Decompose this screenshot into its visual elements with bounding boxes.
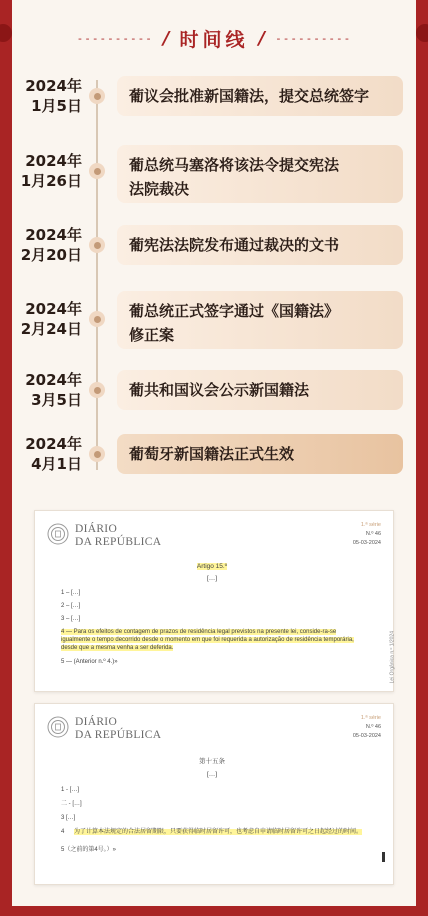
- event-date: [18, 370, 82, 410]
- issue-meta: [353, 714, 381, 741]
- event-description: [117, 76, 403, 116]
- section-header: [0, 24, 428, 52]
- event-day: 1月5日: [31, 97, 82, 115]
- event-day: 2月24日: [20, 320, 82, 338]
- clause-4: 4 — Para os efeitos de contagem de prazos de residência legal previstos na presente lei, conside-ra-se igualmente o tempo decorrido desde o momento em que foi requerida a autorização de residência temporária, desde que a mesma venha a ser deferida.: [61, 629, 354, 651]
- masthead-line-2: DA REPÚBLICA: [75, 536, 162, 548]
- republic-seal-icon: [47, 716, 69, 738]
- masthead-line-2: DA REPÚBLICA: [75, 729, 162, 741]
- event-date: [18, 225, 82, 265]
- header-right-dashes: ----------: [275, 31, 352, 45]
- masthead-line-1: DIÁRIO: [75, 523, 118, 535]
- event-year: 2024年: [25, 371, 82, 389]
- masthead: [75, 523, 161, 549]
- event-day: 4月1日: [31, 455, 82, 473]
- clause-4-text: 为了计算本法规定的合法居留期限，只要获得临时居留许可，也考虑自申请临时居留许可之日起经过的时间。: [74, 829, 363, 835]
- event-text-line: 葡宪法法院发布通过裁决的文书: [129, 236, 340, 254]
- event-text-line: 葡总统正式签字通过《国籍法》: [129, 302, 340, 320]
- article-ellipsis: […]: [206, 771, 218, 778]
- event-date: [18, 151, 82, 191]
- timeline-dot-icon: [89, 311, 105, 327]
- document-body: [61, 563, 363, 666]
- clause-4-number: 4: [61, 829, 65, 835]
- masthead: [75, 716, 161, 742]
- event-year: 2024年: [25, 226, 82, 244]
- clause-4: [61, 828, 363, 836]
- right-frame-border: [416, 0, 428, 916]
- clause-3: 3 […]: [61, 815, 76, 821]
- header-slash-left: /: [162, 27, 170, 49]
- event-text-line: 法院裁决: [129, 180, 190, 198]
- event-description: [117, 225, 403, 265]
- issue-number: N.º 46: [365, 724, 381, 730]
- header-left-dashes: ----------: [76, 31, 153, 45]
- issue-date: 05-03-2024: [352, 733, 381, 739]
- event-description: [117, 370, 403, 410]
- article-title: Artigo 15.º: [196, 563, 228, 570]
- event-description: [117, 291, 403, 349]
- bottom-frame-border: [0, 906, 428, 916]
- event-text-line: 葡总统马塞洛将该法令提交宪法: [129, 156, 340, 174]
- diario-document-chinese: [34, 703, 394, 885]
- event-description: [117, 434, 403, 474]
- issue-number: N.º 46: [365, 531, 381, 537]
- event-date: [18, 299, 82, 339]
- side-reference: Lei Orgânica n.º 1/2024: [389, 631, 395, 684]
- clause-2: 2 – […]: [61, 603, 81, 609]
- issue-date: 05-03-2024: [352, 540, 381, 546]
- issue-meta: [353, 521, 381, 548]
- article-title: 第十五条: [199, 758, 225, 765]
- timeline-dot-icon: [89, 382, 105, 398]
- header-slash-right: /: [258, 27, 266, 49]
- timeline-dot-icon: [89, 88, 105, 104]
- left-frame-border: [0, 0, 12, 916]
- timeline-dot-icon: [89, 237, 105, 253]
- event-text-line: 修正案: [129, 326, 175, 344]
- document-body: [61, 758, 363, 854]
- event-text-line: 葡萄牙新国籍法正式生效: [129, 445, 295, 463]
- issue-series: 1.ª série: [360, 522, 381, 528]
- event-date: [18, 434, 82, 474]
- event-description: [117, 145, 403, 203]
- clause-1: 1 – […]: [61, 590, 81, 596]
- clause-2: 二 - […]: [61, 801, 82, 807]
- event-date: [18, 76, 82, 116]
- event-day: 3月5日: [31, 391, 82, 409]
- masthead-line-1: DIÁRIO: [75, 716, 118, 728]
- article-ellipsis: […]: [206, 575, 218, 582]
- side-marker: [382, 852, 385, 862]
- republic-seal-icon: [47, 523, 69, 545]
- clause-1: 1 - […]: [61, 787, 80, 793]
- event-day: 1月26日: [20, 172, 82, 190]
- event-year: 2024年: [25, 152, 82, 170]
- page-title: 时间线: [179, 28, 249, 51]
- timeline-dot-icon: [89, 163, 105, 179]
- timeline-dot-icon: [89, 446, 105, 462]
- issue-series: 1.ª série: [360, 715, 381, 721]
- clause-5: 5 — (Anterior n.º 4.)»: [61, 659, 118, 665]
- diario-document-portuguese: [34, 510, 394, 692]
- event-year: 2024年: [25, 77, 82, 95]
- timeline-axis: [96, 80, 98, 470]
- clause-5: 5（之前的第4号。）»: [61, 847, 117, 853]
- event-day: 2月20日: [20, 246, 82, 264]
- event-text-line: 葡共和国议会公示新国籍法: [129, 381, 310, 399]
- event-year: 2024年: [25, 435, 82, 453]
- clause-3: 3 – […]: [61, 616, 81, 622]
- event-text-line: 葡议会批准新国籍法，提交总统签字: [129, 87, 370, 105]
- event-year: 2024年: [25, 300, 82, 318]
